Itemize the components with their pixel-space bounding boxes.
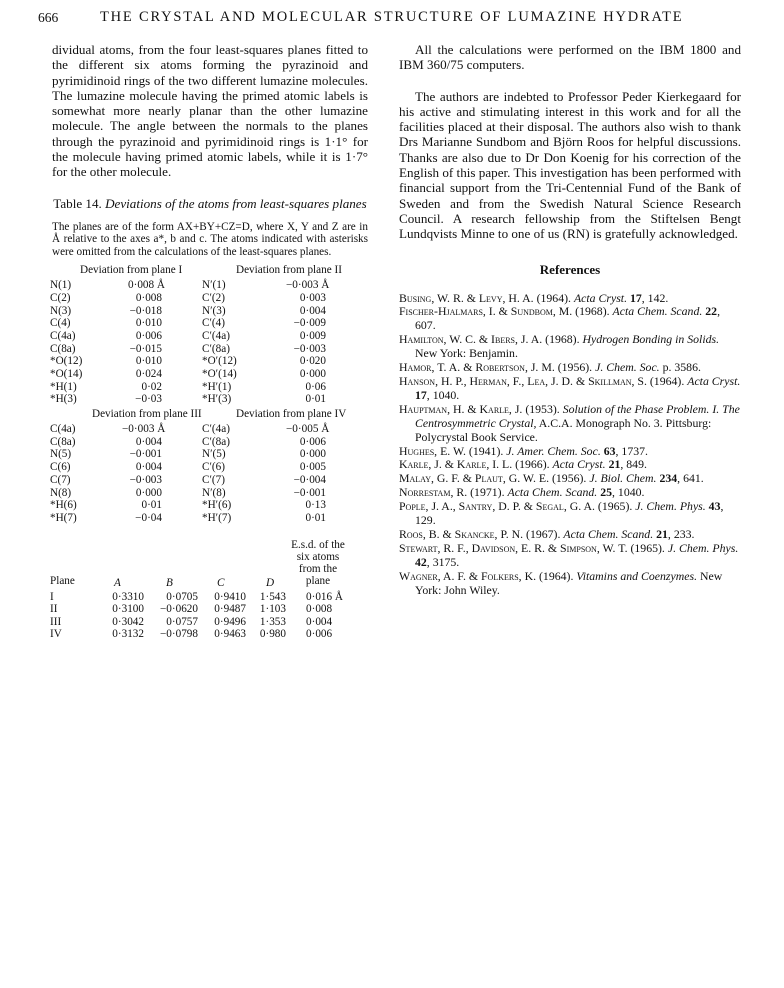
primed-deviation-value: 0·13: [305, 499, 326, 512]
reference-year: (1964).: [533, 290, 574, 305]
reference-authors: Hughes, E. W.: [399, 443, 466, 458]
primed-deviation-value: −0·009: [293, 317, 326, 330]
deviation-value: −0·015: [129, 342, 162, 355]
atom-label: C(8a): [50, 342, 76, 355]
reference-title: Vitamins and Coenzymes.: [576, 568, 698, 583]
reference-volume: 21: [653, 526, 668, 541]
reference-rest: , 233.: [667, 526, 695, 541]
atom-label: N(3): [50, 304, 72, 317]
primed-atom-label: N′(3): [202, 304, 226, 317]
plane-table-header: [52, 539, 368, 591]
reference-item: [399, 333, 741, 361]
primed-deviation-value: 0·004: [299, 304, 326, 317]
plane-col-header: Plane: [50, 574, 75, 587]
atom-label: *H(1): [50, 380, 77, 393]
table-caption: [52, 196, 368, 211]
primed-atom-label: C′(4): [202, 317, 225, 330]
deviation-header: Deviation from plane II: [236, 264, 342, 277]
deviation-value: 0·010: [135, 355, 162, 368]
page-header: [30, 10, 760, 28]
reference-authors: Hamor, T. A. & Robertson, J. M.: [399, 360, 555, 375]
right-column: [399, 42, 741, 598]
atom-label: *O(12): [50, 355, 83, 368]
reference-authors: Busing, W. R. & Levy, H. A.: [399, 290, 534, 305]
reference-year: (1953).: [522, 401, 563, 416]
deviation-value: −0·001: [129, 448, 162, 461]
reference-title: J. Amer. Chem. Soc.: [506, 443, 601, 458]
primed-deviation-value: 0·003: [299, 291, 326, 304]
atom-label: C(6): [50, 461, 71, 474]
reference-year: (1967).: [523, 526, 564, 541]
atom-label: N(1): [50, 279, 72, 292]
reference-authors: Pople, J. A., Santry, D. P. & Segal, G. A.: [399, 499, 595, 514]
c-col-header: C: [217, 576, 225, 589]
reference-title: Acta Chem. Scand.: [563, 526, 654, 541]
atom-label: *H(7): [50, 511, 77, 524]
reference-title: J. Chem. Soc.: [595, 360, 660, 375]
coef-c: 0·9410: [214, 590, 246, 603]
reference-item: [399, 305, 741, 333]
reference-title: Acta Chem. Scand.: [612, 304, 703, 319]
table-row: [52, 423, 368, 436]
primed-deviation-value: −0·001: [293, 486, 326, 499]
atom-label: C(7): [50, 473, 71, 486]
primed-atom-label: *H′(6): [202, 499, 232, 512]
plane-label: II: [50, 603, 58, 616]
reference-rest: , 3175.: [426, 554, 460, 569]
reference-year: (1968).: [542, 332, 583, 347]
reference-year: (1964).: [536, 568, 577, 583]
reference-item: [399, 542, 741, 570]
table-row: [52, 603, 368, 616]
atom-label: *H(3): [50, 393, 77, 406]
reference-volume: 17: [415, 387, 427, 402]
esd-value: 0·008: [306, 603, 333, 616]
primed-atom-label: *O′(14): [202, 368, 237, 380]
table-row: [52, 474, 368, 487]
table-caption-text: Deviations of the atoms from least-squares planes: [105, 195, 367, 211]
references-heading: References: [539, 261, 601, 277]
primed-deviation-value: −0·003 Å: [286, 279, 330, 292]
reference-item: [399, 500, 741, 528]
reference-rest: New York: John Wiley.: [415, 568, 723, 597]
table-row: [52, 279, 368, 292]
reference-authors: Hanson, H. P., Herman, F., Lea, J. D. & Skillman, S.: [399, 374, 647, 388]
reference-rest: , 129.: [415, 499, 724, 528]
reference-volume: 17: [627, 290, 642, 305]
body-paragraph-right-1: All the calculations were performed on the IBM 1800 and IBM 360/75 computers.: [399, 42, 741, 73]
table-row: [52, 499, 368, 512]
reference-volume: 43: [705, 499, 721, 514]
deviation-value: 0·02: [141, 380, 162, 393]
deviation-header: Deviation from plane I: [80, 264, 183, 277]
primed-deviation-value: 0·06: [305, 380, 326, 393]
primed-deviation-value: −0·005 Å: [286, 423, 330, 436]
table-row: [52, 461, 368, 474]
table-row: [52, 448, 368, 461]
body-paragraph-left: dividual atoms, from the four least-squares planes fitted to the different six atoms forming the pyrazinoid and pyrimidinoid rings of the two different lumazine molecules. The lumazine molecule having the primed atomic labels is somewhat more nearly planar than the other lumazine molecule. The angle between the normals to the planes through the pyrazinoid and pyrimidinoid rings is 1·1° for the molecule having primed atomic labels, while it is 1·7° for the other molecule.: [52, 42, 368, 180]
table-row: [52, 591, 368, 604]
deviation-value: −0·03: [135, 393, 162, 406]
deviation-value: 0·008: [135, 291, 162, 304]
primed-atom-label: C′(7): [202, 473, 225, 486]
esd-header: plane: [305, 574, 331, 587]
deviation-block-2: [52, 423, 368, 525]
reference-year: (1971).: [467, 485, 508, 500]
deviation-value: −0·04: [135, 511, 162, 524]
table-row: [52, 292, 368, 305]
table-row: [52, 393, 368, 406]
reference-year: (1966).: [512, 457, 553, 472]
reference-rest: p. 3586.: [659, 360, 701, 375]
esd-value: 0·006: [306, 628, 333, 641]
coef-d: 1·543: [259, 590, 286, 603]
primed-deviation-value: 0·01: [305, 511, 326, 524]
deviation-header: Deviation from plane III: [92, 408, 202, 421]
table-row: [52, 305, 368, 318]
atom-label: *O(14): [50, 368, 83, 380]
primed-deviation-value: 0·01: [305, 393, 326, 406]
atom-label: C(4a): [50, 423, 76, 436]
primed-deviation-value: 0·020: [299, 355, 326, 368]
plane-table: [52, 539, 368, 641]
plane-label: I: [50, 590, 54, 603]
reference-item: [399, 445, 741, 459]
primed-atom-label: C′(6): [202, 461, 225, 474]
d-col-header: D: [266, 576, 275, 589]
reference-authors: Malay, G. F. & Plaut, G. W. E.: [399, 471, 550, 486]
esd-header: from the: [298, 562, 338, 575]
reference-authors: Karle, J. & Karle, I. L.: [399, 457, 513, 472]
deviation-value: 0·01: [141, 499, 162, 512]
table-row: [52, 512, 368, 525]
deviation-header-row: [52, 264, 368, 279]
table-row: [52, 343, 368, 356]
reference-item: [399, 472, 741, 486]
reference-item: [399, 528, 741, 542]
reference-item: [399, 403, 741, 445]
reference-title: J. Biol. Chem.: [589, 471, 657, 486]
primed-atom-label: C′(8a): [202, 342, 230, 355]
primed-atom-label: N′(8): [202, 486, 226, 499]
atom-label: C(2): [50, 291, 71, 304]
coef-c: 0·9496: [214, 615, 246, 628]
esd-header: six atoms: [296, 550, 340, 563]
table-row: [52, 330, 368, 343]
reference-item: [399, 375, 741, 403]
reference-year: (1965).: [627, 540, 668, 555]
reference-list: [399, 292, 741, 598]
coef-a: 0·3310: [112, 590, 144, 603]
reference-volume: 234: [656, 471, 678, 486]
coef-a: 0·3132: [112, 628, 144, 641]
reference-rest: New York: Benjamin.: [415, 346, 518, 361]
primed-deviation-value: 0·006: [299, 435, 326, 448]
reference-year: (1965).: [594, 499, 636, 514]
primed-atom-label: *H′(3): [202, 393, 232, 406]
reference-authors: Wagner, A. F. & Folkers, K.: [399, 568, 537, 583]
table-row: [52, 436, 368, 449]
coef-b: 0·0757: [166, 615, 198, 628]
coef-d: 0·980: [259, 628, 286, 641]
deviation-value: −0·003: [129, 473, 162, 486]
coef-b: 0·0705: [166, 590, 198, 603]
deviation-value: 0·000: [135, 486, 162, 499]
b-col-header: B: [166, 576, 173, 589]
table-row: [52, 616, 368, 629]
atom-label: N(8): [50, 486, 72, 499]
reference-title: Acta Chem. Scand.: [507, 485, 598, 500]
reference-title: Solution of the Phase Problem. I. The Centrosymmetric Crystal,: [415, 401, 740, 430]
page-number: 666: [38, 10, 59, 25]
deviation-value: −0·018: [129, 304, 162, 317]
deviation-value: 0·008 Å: [128, 279, 165, 292]
primed-atom-label: *H′(1): [202, 380, 232, 393]
deviation-header-row: [52, 408, 368, 423]
reference-year: (1956).: [554, 360, 596, 375]
reference-rest: , 142.: [641, 290, 669, 305]
table-row: [52, 487, 368, 500]
reference-item: [399, 292, 741, 306]
reference-rest: A.C.A. Monograph No. 3. Pittsburg: Polycrystal Book Service.: [415, 415, 712, 444]
primed-atom-label: C′(8a): [202, 435, 230, 448]
primed-atom-label: C′(4a): [202, 423, 230, 436]
deviation-value: 0·010: [135, 317, 162, 330]
coef-c: 0·9463: [214, 628, 246, 641]
table-note: The planes are of the form AX+BY+CZ=D, where X, Y and Z are in Å relative to the axes a*, b and c. The atoms indicated with asterisks were omitted from the calculations of the least-squares planes.: [52, 220, 368, 258]
reference-year: (1941).: [465, 443, 507, 458]
primed-deviation-value: 0·000: [299, 368, 326, 380]
deviation-value: 0·006: [135, 329, 162, 342]
coef-b: −0·0798: [159, 628, 198, 641]
reference-title: J. Chem. Phys.: [635, 499, 706, 514]
reference-rest: , 641.: [677, 471, 704, 486]
plane-label: III: [50, 615, 62, 628]
reference-authors: Roos, B. & Skancke, P. N.: [399, 526, 524, 541]
primed-deviation-value: 0·000: [299, 448, 326, 461]
running-title: THE CRYSTAL AND MOLECULAR STRUCTURE OF LUMAZINE HYDRATE: [100, 9, 684, 25]
deviation-block-1: [52, 279, 368, 406]
esd-value: 0·016 Å: [306, 590, 343, 603]
esd-value: 0·004: [306, 615, 333, 628]
esd-header: E.s.d. of the: [291, 538, 345, 551]
reference-year: (1964).: [646, 374, 688, 388]
atom-label: *H(6): [50, 499, 77, 512]
plane-rows: [52, 591, 368, 641]
reference-volume: 42: [415, 554, 427, 569]
primed-atom-label: *O′(12): [202, 355, 237, 368]
acknowledgement-paragraph: The authors are indebted to Professor Peder Kierkegaard for his active and stimulating interest in this work and for all the facilities placed at their disposal. The authors also wish to thank Drs Marianne Sundbom and Björn Roos for helpful discussions. Thanks are also due to Dr Don Koenig for his correction of the English of this paper. This investigation has been performed with financial support from the Tri-Centennial Fund of the Bank of Sweden and from the Swedish Natural Science Research Council. A research fellowship from the Stiftelsen Bengt Lundqvists Minne to one of us (RN) is gratefully acknowledged.: [399, 88, 741, 242]
atom-label: C(4): [50, 317, 71, 330]
plane-label: IV: [50, 628, 62, 641]
table-row: [52, 355, 368, 368]
coef-a: 0·3042: [112, 615, 144, 628]
reference-authors: Hauptman, H. & Karle, J.: [399, 401, 523, 416]
reference-title: Acta Cryst.: [552, 457, 606, 472]
a-col-header: A: [114, 576, 121, 589]
primed-deviation-value: −0·003: [293, 342, 326, 355]
reference-rest: , 1737.: [615, 443, 648, 458]
reference-title: Hydrogen Bonding in Solids.: [582, 332, 720, 347]
reference-year: (1968).: [572, 304, 613, 319]
table-row: [52, 368, 368, 381]
primed-atom-label: N′(1): [202, 279, 226, 292]
reference-volume: 25: [597, 485, 613, 500]
deviation-value: 0·004: [135, 435, 162, 448]
table-row: [52, 317, 368, 330]
reference-authors: Hamilton, W. C. & Ibers, J. A.: [399, 332, 543, 347]
primed-atom-label: C′(2): [202, 291, 225, 304]
primed-atom-label: *H′(7): [202, 511, 232, 524]
reference-title: Acta Cryst.: [573, 290, 628, 305]
table-row: [52, 628, 368, 641]
reference-authors: Fischer-Hjalmars, I. & Sundbom, M.: [399, 304, 573, 319]
reference-item: [399, 570, 741, 598]
reference-title: Acta Cryst.: [687, 374, 741, 388]
primed-deviation-value: 0·009: [299, 329, 326, 342]
reference-item: [399, 458, 741, 472]
reference-authors: Norrestam, R.: [399, 485, 468, 500]
reference-authors: Stewart, R. F., Davidson, E. R. & Simpson, W. T.: [399, 540, 628, 555]
deviation-table: [52, 264, 368, 524]
reference-item: [399, 361, 741, 375]
reference-rest: , 849.: [620, 457, 647, 472]
table-label: Table 14.: [53, 195, 102, 211]
primed-atom-label: N′(5): [202, 448, 226, 461]
coef-c: 0·9487: [214, 603, 246, 616]
coef-d: 1·103: [259, 603, 286, 616]
primed-atom-label: C′(4a): [202, 329, 230, 342]
reference-rest: , 607.: [415, 304, 721, 333]
reference-volume: 63: [600, 443, 616, 458]
reference-title: J. Chem. Phys.: [667, 540, 739, 555]
deviation-value: −0·003 Å: [122, 423, 166, 436]
reference-rest: , 1040.: [426, 387, 460, 402]
atom-label: C(4a): [50, 329, 76, 342]
reference-volume: 21: [605, 457, 621, 472]
atom-label: C(8a): [50, 435, 76, 448]
reference-volume: 22: [702, 304, 718, 319]
left-column: [52, 42, 368, 641]
deviation-value: 0·004: [135, 461, 162, 474]
primed-deviation-value: −0·004: [293, 473, 326, 486]
reference-item: [399, 486, 741, 500]
reference-year: (1956).: [549, 471, 590, 486]
coef-b: −0·0620: [159, 603, 198, 616]
atom-label: N(5): [50, 448, 72, 461]
deviation-value: 0·024: [135, 368, 162, 380]
coef-a: 0·3100: [112, 603, 144, 616]
coef-d: 1·353: [259, 615, 286, 628]
reference-rest: , 1040.: [612, 485, 645, 500]
table-row: [52, 381, 368, 394]
deviation-header: Deviation from plane IV: [236, 408, 347, 421]
primed-deviation-value: 0·005: [299, 461, 326, 474]
